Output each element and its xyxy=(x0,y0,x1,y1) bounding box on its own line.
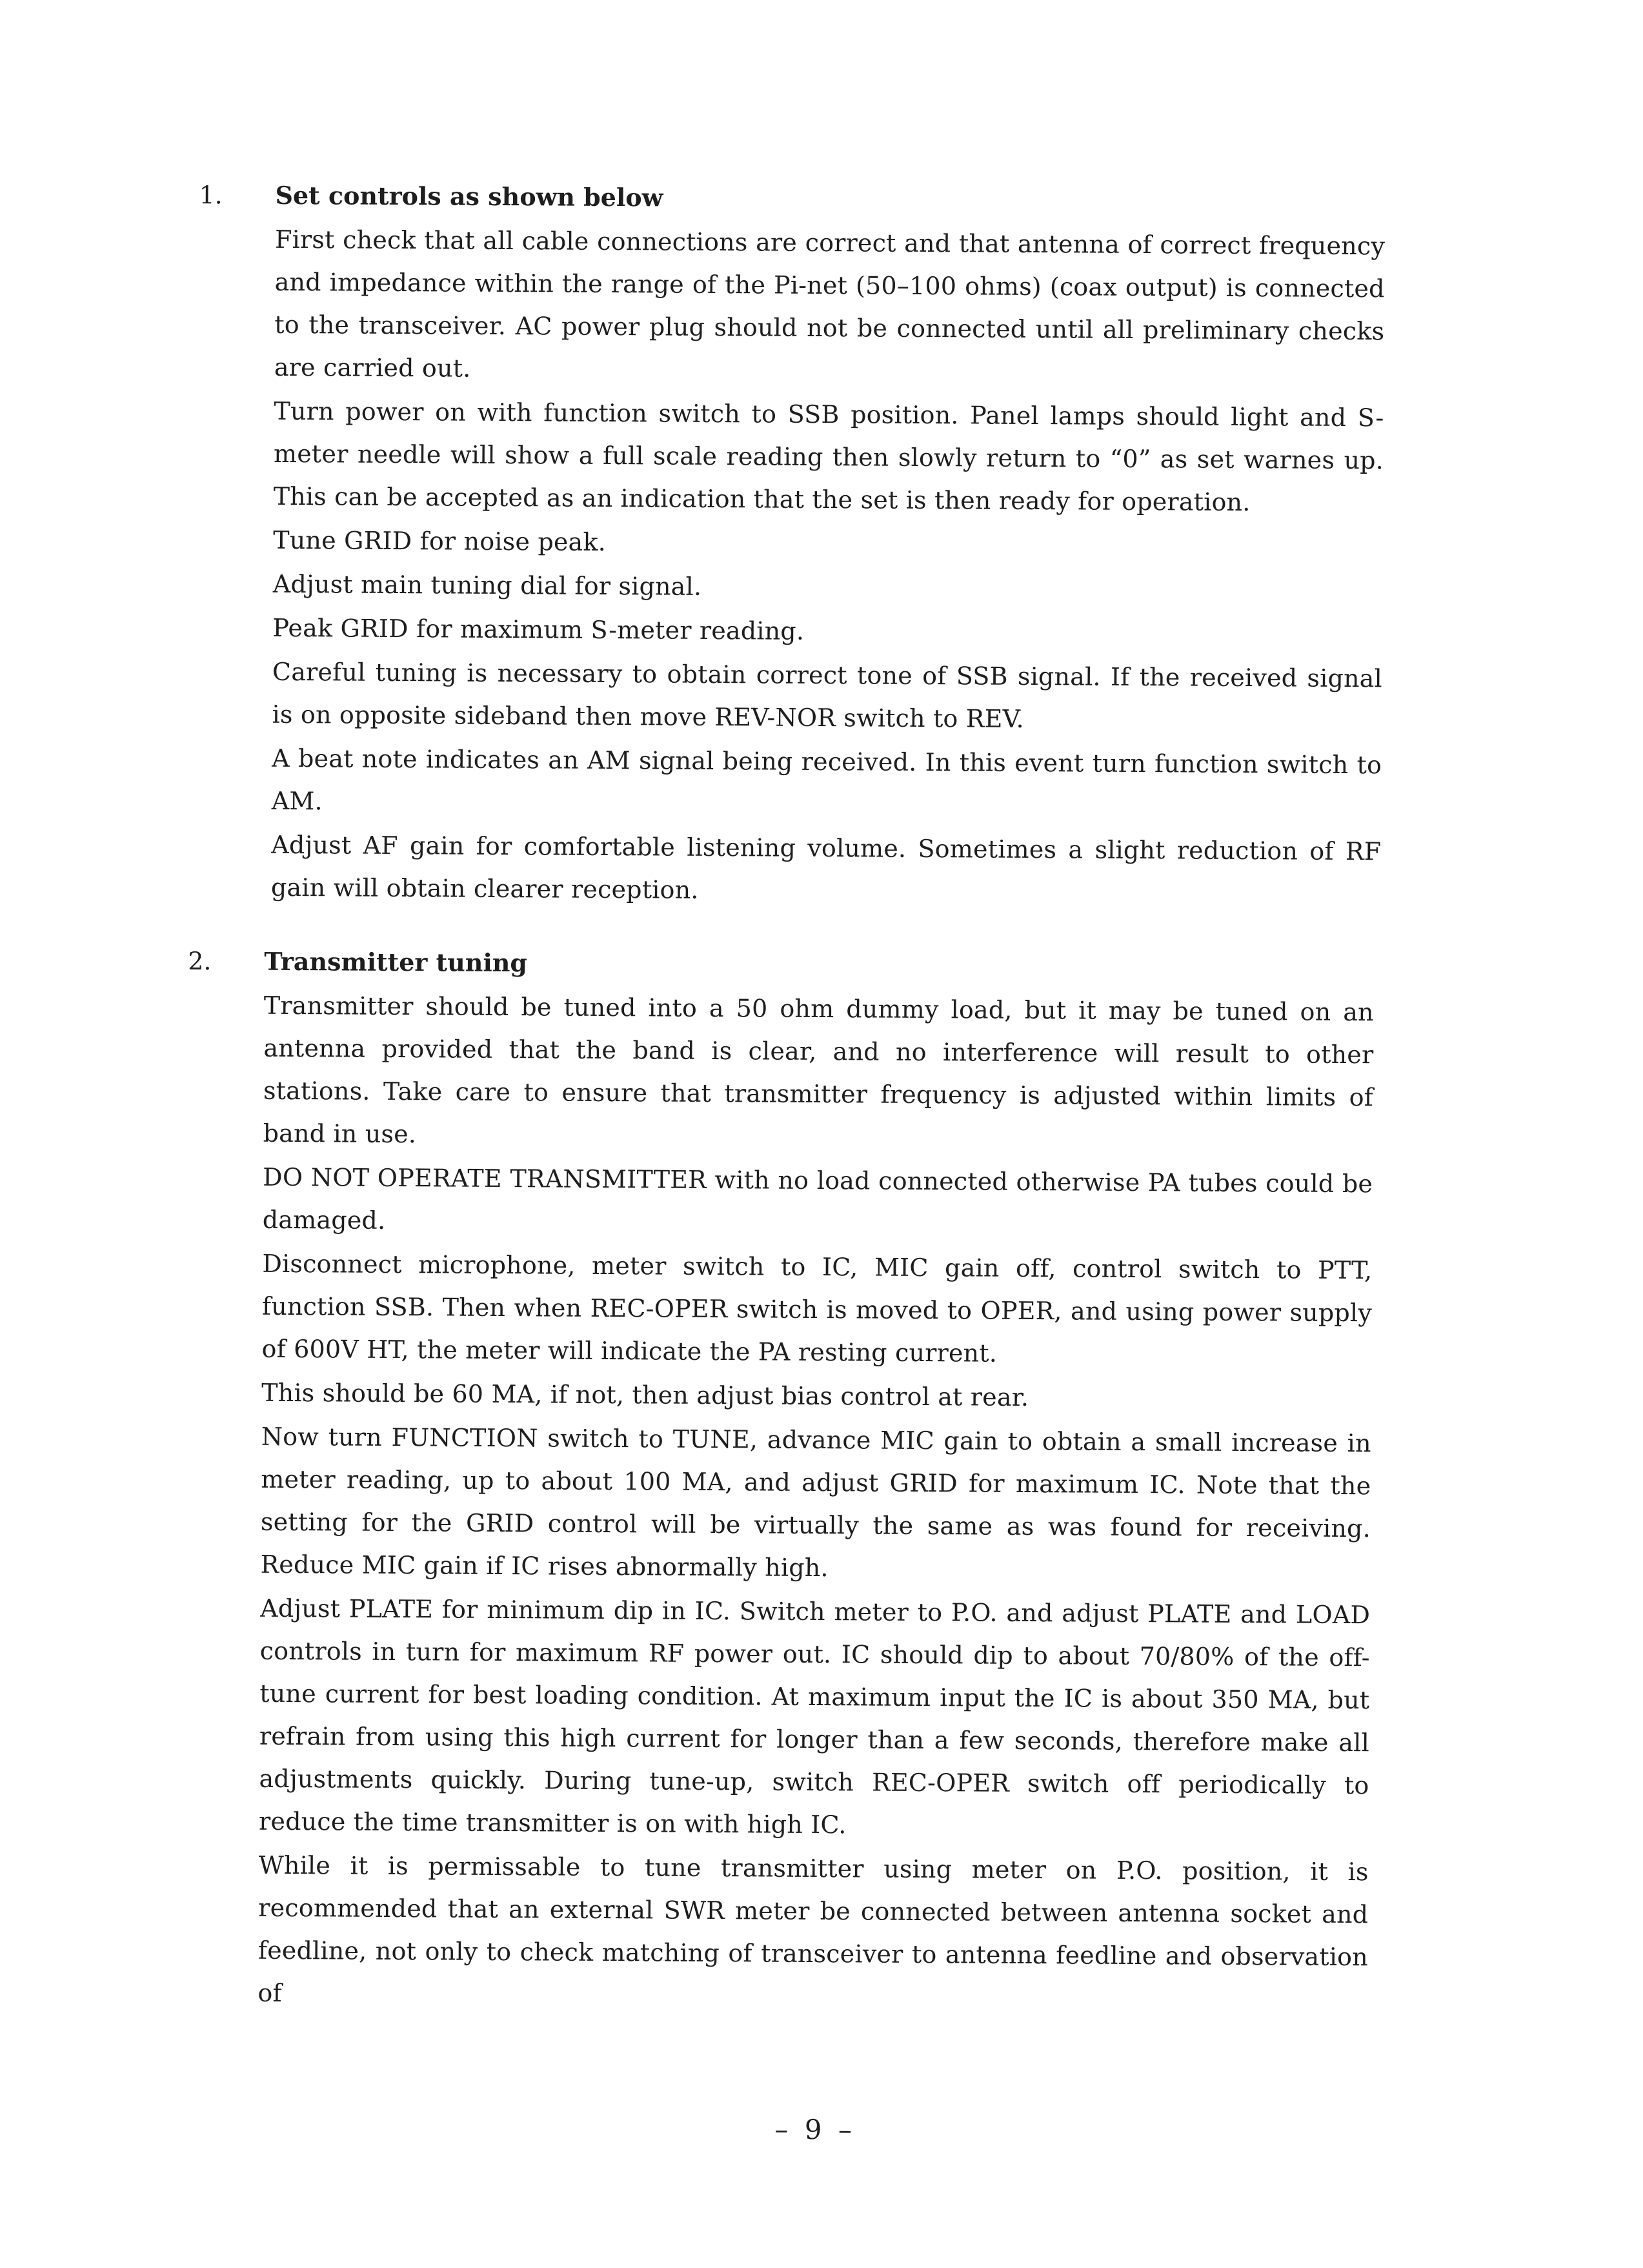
paragraph: This should be 60 MA, if not, then adjust bias control at rear. xyxy=(261,1378,1029,1412)
paragraph: First check that all cable connections are correct and that antenna of correct frequency and impedance within the range of the Pi-net (50–100 ohms) (coax output) is connected to the transceiver. AC power plug should not be connected until all preliminary checks are carried out. xyxy=(274,225,1386,383)
paragraph: Adjust AF gain for comfortable listening volume. Sometimes a slight reduction of RF gain will obtain clearer reception. xyxy=(270,830,1382,904)
paragraph: Adjust PLATE for minimum dip in IC. Switch meter to P.O. and adjust PLATE and LOAD controls in turn for maximum RF power out. IC should dip to about 70/80% of the off-tune current for best loading condition. At maximum input the IC is about 350 MA, but refrain from using this high current for longer than a few seconds, therefore make all adjustments quickly. During tune-up, switch REC-OPER switch off periodically to reduce the time transmitter is on with high IC. xyxy=(258,1594,1371,1839)
section-number: 2. xyxy=(188,947,212,976)
section-body xyxy=(257,940,1374,2021)
paragraph: Peak GRID for maximum S-meter reading. xyxy=(272,613,805,645)
paragraph: Adjust main tuning dial for signal. xyxy=(272,569,702,601)
paragraph: Now turn FUNCTION switch to TUNE, advance MIC gain to obtain a small increase in meter reading, up to about 100 MA, and adjust GRID for maximum IC. Note that the setting for the GRID control will be virtually the same as was found for receiving. Reduce MIC gain if IC rises abnormally high. xyxy=(260,1422,1371,1583)
section-number: 1. xyxy=(199,181,223,210)
section-title: Transmitter tuning xyxy=(264,946,528,978)
paragraph: A beat note indicates an AM signal being received. In this event turn function switch to AM. xyxy=(271,744,1382,816)
page-number: – 9 – xyxy=(774,2113,856,2146)
paragraph: Tune GRID for noise peak. xyxy=(273,525,607,556)
section-transmitter-tuning xyxy=(181,940,1375,2022)
section-body xyxy=(271,174,1386,915)
section-title: Set controls as shown below xyxy=(275,180,663,212)
paragraph: Transmitter should be tuned into a 50 ohm dummy load, but it may be tuned on an antenna provided that the band is clear, and no interference will result to other stations. Take care to ensure that transmitter frequency is adjusted within limits of band in use. xyxy=(263,991,1374,1149)
paragraph: While it is permissable to tune transmitter using meter on P.O. position, it is recommended that an external SWR meter be connected between antenna socket and feedline, not only to check matching of transceiver to antenna feedline and observation of xyxy=(257,1850,1369,2007)
paragraph: Careful tuning is necessary to obtain correct tone of SSB signal. If the received signal is on opposite sideband then move REV-NOR switch to REV. xyxy=(272,657,1383,733)
section-controls-setup xyxy=(195,174,1387,916)
paragraph: Turn power on with function switch to SSB position. Panel lamps should light and S-meter needle will show a full scale reading then slowly return to “0” as set warnes up. This can be accepted as an indication that the set is then ready for operation. xyxy=(273,396,1384,517)
paragraph: Disconnect microphone, meter switch to IC, MIC gain off, control switch to PTT, function SSB. Then when REC-OPER switch is moved to OPER, and using power supply of 600V HT, the meter will indicate the PA resting current. xyxy=(261,1249,1373,1368)
paragraph: DO NOT OPERATE TRANSMITTER with no load connected otherwise PA tubes could be damaged. xyxy=(262,1162,1373,1235)
